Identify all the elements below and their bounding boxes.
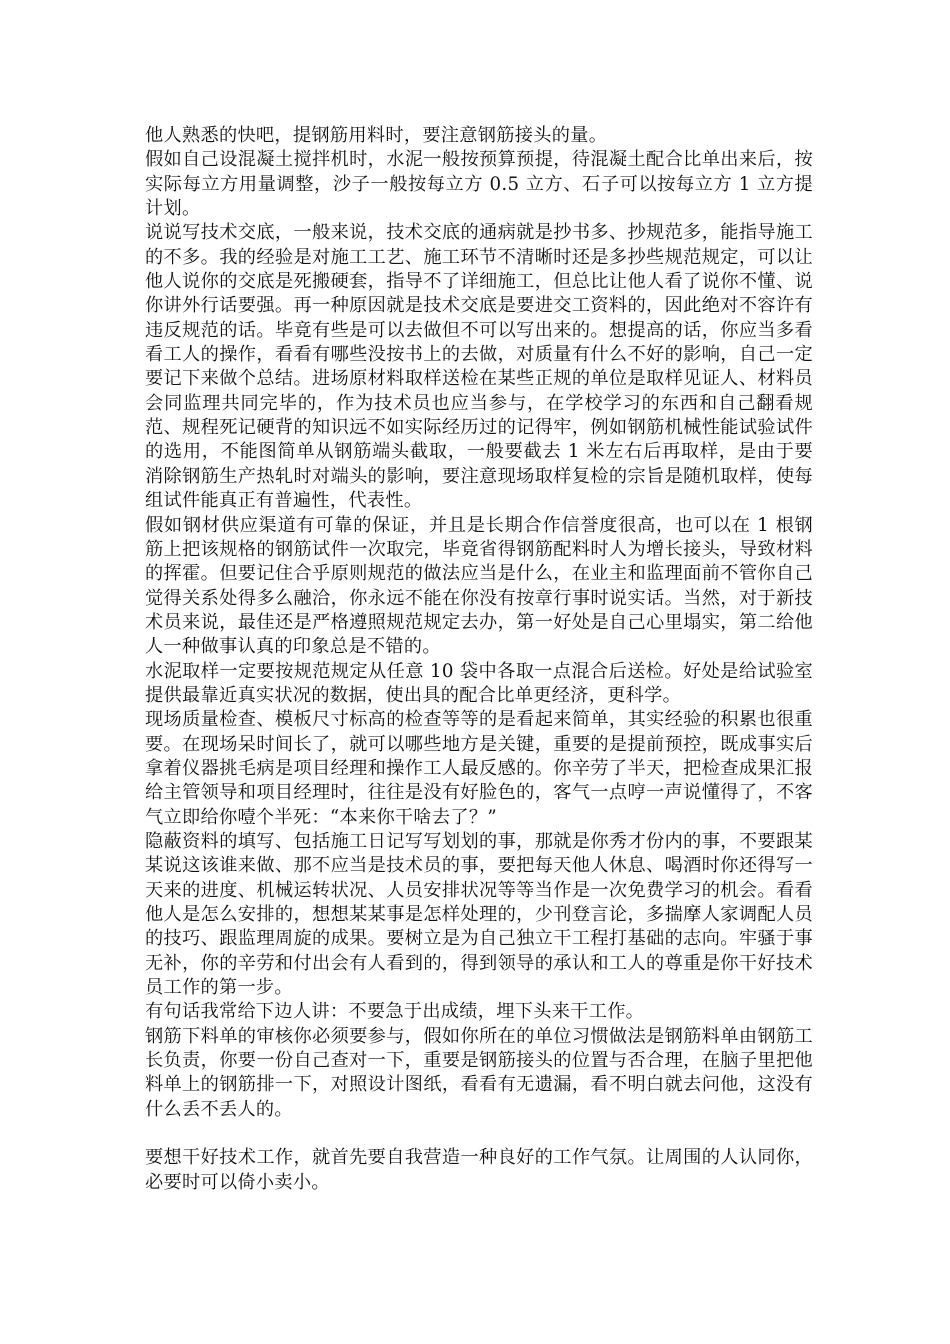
paragraph: 现场质量检查、模板尺寸标高的检查等等的是看起来简单，其实经验的积累也很重要。在现场呆时间长了，就可以哪些地方是关键，重要的是提前预控，既成事实后拿着仪器挑毛病是项目经理和操作工人最反感的。你辛劳了半天，把检查成果汇报给主管领导和项目经理时，往往是没有好脸色的，客气一点哼一声说懂得了，不客气立即给你噎个半死：“本来你干啥去了？” bbox=[145, 709, 813, 828]
paragraph: 钢筋下料单的审核你必须要参与，假如你所在的单位习惯做法是钢筋料单由钢筋工长负责，你要一份自己查对一下，重要是钢筋接头的位置与否合理，在脑子里把他料单上的钢筋排一下，对照设计图纸，看看有无遗漏，看不明白就去问他，这没有什么丢不丢人的。 bbox=[145, 1025, 813, 1120]
paragraph: 有句话我常给下边人讲：不要急于出成绩，埋下头来干工作。 bbox=[145, 1001, 645, 1023]
paragraph: 隐蔽资料的填写、包括施工日记写写划划的事，那就是你秀才份内的事，不要跟某某说这该谁来做、那不应当是技术员的事，要把每天他人休息、喝酒时你还得写一天来的进度、机械运转状况、人员安排状况等等当作是一次免费学习的机会。看看他人是怎么安排的，想想某某事是怎样处理的，少刊登言论，多揣摩人家调配人员的技巧、跟监理周旋的成果。要树立是为自己独立干工程打基础的志向。牢骚于事无补，你的辛劳和付出会有人看到的，得到领导的承认和工人的尊重是你干好技术员工作的第一步。 bbox=[145, 830, 813, 999]
paragraph: 假如钢材供应渠道有可靠的保证，并且是长期合作信誉度很高，也可以在 1 根钢筋上把该规格的钢筋试件一次取完，毕竟省得钢筋配料时人为增长接头，导致材料的挥霍。但要记住合乎原则规范的做法应当是什么，在业主和监理面前不管你自己觉得关系处得多么融洽，你永远不能在你没有按章行事时说实话。当然，对于新技术员来说，最佳还是严格遵照规范规定去办，第一好处是自己心里塌实，第二给他人一种做事认真的印象总是不错的。 bbox=[145, 514, 813, 658]
paragraph: 要想干好技术工作，就首先要自我营造一种良好的工作气氛。让周围的人认同你，必要时可以倚小卖小。 bbox=[145, 1147, 813, 1193]
paragraph: 说说写技术交底，一般来说，技术交底的通病就是抄书多、抄规范多，能指导施工的不多。我的经验是对施工工艺、施工环节不清晰时还是多抄些规范规定，可以让他人说你的交底是死搬硬套，指导不了详细施工，但总比让他人看了说你不懂、说你讲外行话要强。再一种原因就是技术交底是要进交工资料的，因此绝对不容许有违反规范的话。毕竟有些是可以去做但不可以写出来的。想提高的话，你应当多看看工人的操作，看看有哪些没按书上的去做，对质量有什么不好的影响，自己一定要记下来做个总结。进场原材料取样送检在某些正规的单位是取样见证人、材料员会同监理共同完毕的，作为技术员也应当参与，在学校学习的东西和自己翻看规范、规程死记硬背的知识远不如实际经历过的记得牢，例如钢筋机械性能试验试件的选用，不能图简单从钢筋端头截取，一般要截去 1 米左右后再取样，是由于要消除钢筋生产热轧时对端头的影响，要注意现场取样复检的宗旨是随机取样，使每组试件能真正有普遍性，代表性。 bbox=[145, 222, 813, 512]
paragraph: 水泥取样一定要按规范规定从任意 10 袋中各取一点混合后送检。好处是给试验室提供最靠近真实状况的数据，使出具的配合比单更经济，更科学。 bbox=[145, 660, 813, 706]
document-body bbox=[145, 124, 813, 1195]
paragraph: 假如自己设混凝土搅拌机时，水泥一般按预算预提，待混凝土配合比单出来后，按实际每立方用量调整，沙子一般按每立方 0.5 立方、石子可以按每立方 1 立方提计划。 bbox=[145, 149, 813, 220]
paragraph: 他人熟悉的快吧，提钢筋用料时，要注意钢筋接头的量。 bbox=[145, 125, 608, 146]
paragraph-spacer bbox=[145, 1122, 813, 1146]
